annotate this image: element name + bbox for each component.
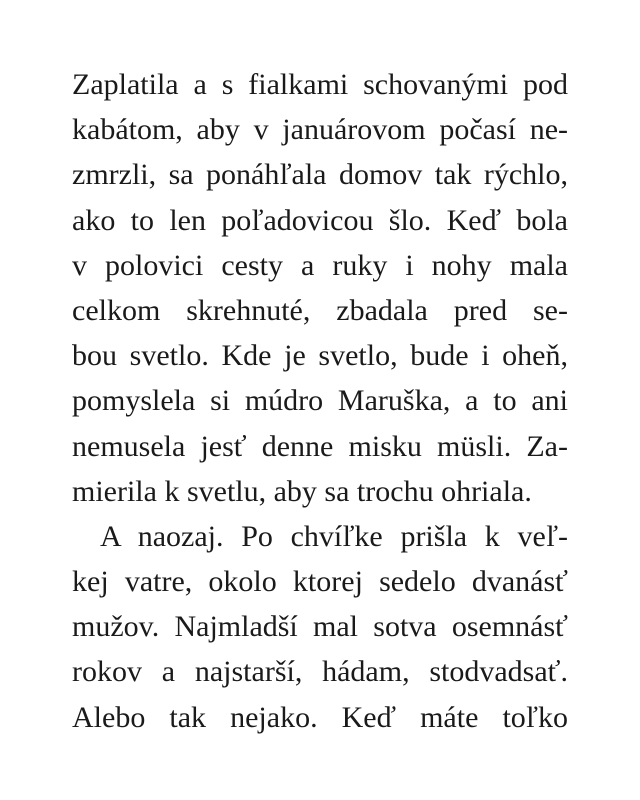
text-line: kabátom, aby v januárovom počasí ne- <box>72 113 568 147</box>
text-line: Alebo tak nejako. Keď máte toľko <box>72 700 568 734</box>
text-line: kej vatre, okolo ktorej sedelo dvanásť <box>72 565 568 599</box>
text-line: rokov a najstarší, hádam, stodvadsať. <box>72 655 568 689</box>
text-line: mierila k svetlu, aby sa trochu ohriala. <box>72 474 532 508</box>
text-line: bou svetlo. Kde je svetlo, bude i oheň, <box>72 339 568 373</box>
text-line: A naozaj. Po chvíľke prišla k veľ- <box>100 519 568 553</box>
text-line: Zaplatila a s fialkami schovanými pod <box>72 68 568 101</box>
text-line: ako to len poľadovicou šlo. Keď bola <box>72 203 568 237</box>
paragraph-2 <box>72 514 568 740</box>
paragraph-1 <box>72 62 568 514</box>
text-line: zmrzli, sa ponáhľala domov tak rýchlo, <box>72 158 568 192</box>
text-line: v polovici cesty a ruky i nohy mala <box>72 248 568 282</box>
text-line: mužov. Najmladší mal sotva osemnásť <box>72 610 568 644</box>
text-line: pomyslela si múdro Maruška, a to ani <box>72 384 568 418</box>
page-text <box>72 62 568 740</box>
text-line: celkom skrehnuté, zbadala pred se- <box>72 293 568 327</box>
text-line: nemusela jesť denne misku müsli. Za- <box>72 429 568 463</box>
